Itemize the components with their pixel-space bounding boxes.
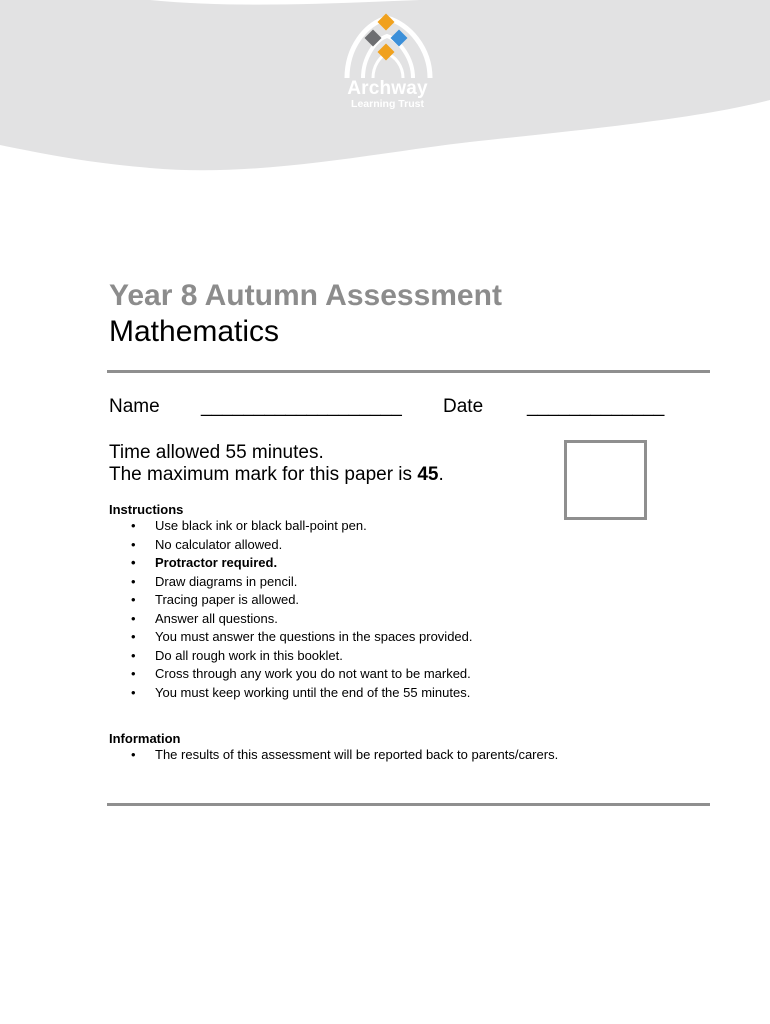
list-item <box>109 647 473 666</box>
list-item-text: Answer all questions. <box>155 610 278 626</box>
list-item-text: You must answer the questions in the spaces provided. <box>155 629 473 644</box>
date-label: Date <box>443 396 484 417</box>
name-field[interactable]: ___________________ <box>201 396 402 417</box>
bullet-icon: • <box>131 747 136 762</box>
bottom-divider <box>107 803 710 806</box>
list-item-text: Protractor required. <box>155 555 278 570</box>
list-item <box>109 517 473 536</box>
date-field[interactable]: _____________ <box>527 396 665 417</box>
list-item <box>109 554 473 573</box>
list-item <box>109 591 473 610</box>
list-item-text: No calculator allowed. <box>155 536 283 552</box>
list-item-text: Draw diagrams in pencil. <box>155 573 298 589</box>
name-label: Name <box>109 396 160 417</box>
subject-title: Mathematics <box>109 315 280 348</box>
list-item <box>109 610 473 629</box>
bullet-icon: • <box>131 629 136 644</box>
list-item-text: Use black ink or black ball-point pen. <box>155 518 367 533</box>
bullet-icon: • <box>131 518 136 533</box>
assessment-title: Year 8 Autumn Assessment <box>109 279 502 312</box>
list-item <box>109 536 473 555</box>
max-mark-prefix: The maximum mark for this paper is <box>109 464 418 485</box>
list-item-text: You must keep working until the end of the 55 minutes. <box>155 684 471 700</box>
bullet-icon: • <box>131 555 136 570</box>
bullet-icon: • <box>131 684 136 700</box>
list-item <box>109 628 473 647</box>
instructions-heading: Instructions <box>109 502 184 517</box>
max-mark-value: 45 <box>417 464 439 485</box>
list-item-text: Tracing paper is allowed. <box>155 592 300 607</box>
logo-subtitle: Learning Trust <box>351 98 424 110</box>
time-allowed: Time allowed 55 minutes. <box>109 442 324 463</box>
list-item-text: The results of this assessment will be reported back to parents/carers. <box>155 747 559 762</box>
max-mark-line <box>109 464 444 486</box>
list-item-text: Cross through any work you do not want to be marked. <box>155 666 471 681</box>
information-heading: Information <box>109 731 181 746</box>
list-item <box>109 746 558 765</box>
bullet-icon: • <box>131 610 136 626</box>
list-item <box>109 665 473 684</box>
bullet-icon: • <box>131 666 136 681</box>
instructions-list <box>109 517 473 702</box>
bullet-icon: • <box>131 573 136 589</box>
list-item <box>109 573 473 592</box>
information-list <box>109 746 558 765</box>
bullet-icon: • <box>131 592 136 607</box>
top-divider <box>107 370 710 373</box>
bullet-icon: • <box>131 647 136 663</box>
list-item <box>109 684 473 703</box>
list-item-text: Do all rough work in this booklet. <box>155 647 343 663</box>
max-mark-suffix: . <box>438 464 444 485</box>
logo-name: Archway <box>347 78 428 99</box>
score-box[interactable] <box>564 440 647 520</box>
bullet-icon: • <box>131 536 136 552</box>
